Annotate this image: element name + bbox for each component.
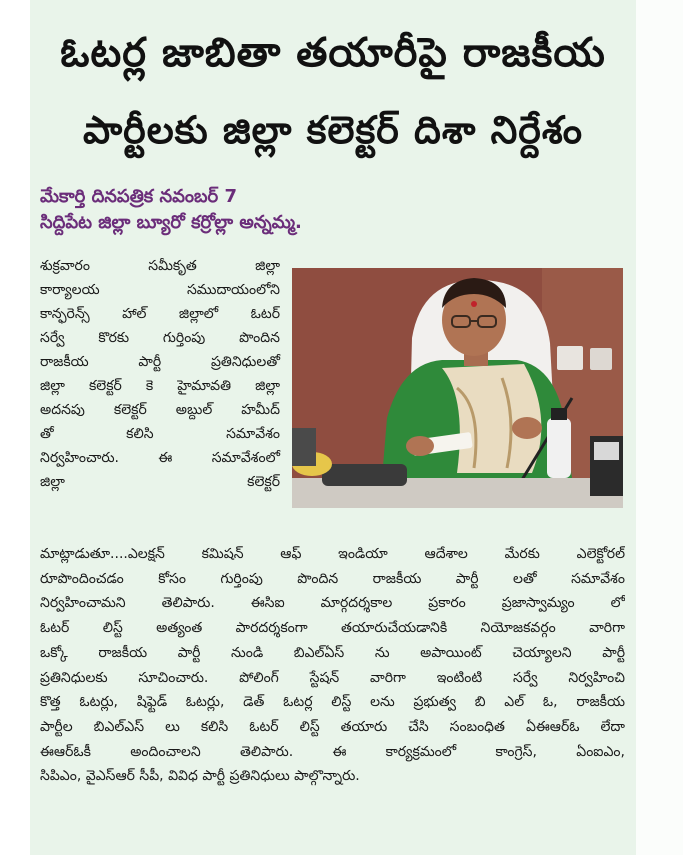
collector-meeting-photo (292, 268, 623, 508)
article-line: సర్వే కొరకు గుర్తింపు పొందిన (40, 330, 280, 346)
article-line: మాట్లాడుతూ....ఎలక్షన్ కమిషన్ ఆఫ్ ఇండియా ఆదేశాల మేరకు ఎలెక్టోరల్ (40, 546, 625, 562)
article-line: ఒక్కో రాజకీయ పార్టీ నుండి బిఎల్ఏస్ ను అపాయింట్ చెయ్యాలని పార్టీ (40, 644, 625, 661)
headline-line-2: పార్టీలకు జిల్లా కలెక్టర్ దిశా నిర్దేశం (83, 108, 583, 152)
article-line: నిర్వహించారు. ఈ సమావేశంలో (40, 450, 280, 466)
article-line: నిర్వహించామని తెలిపారు. ఈసిఐ మార్గదర్శకాల ప్రకారం ప్రజాస్వామ్యం లో (40, 595, 625, 612)
article-body-left-column (40, 254, 280, 494)
byline-date: మేకార్తి దినపత్రిక నవంబర్ 7 (40, 186, 237, 207)
article-line: కాన్ఫరెన్స్ హాల్ జిల్లాలో ఓటర్ (40, 306, 280, 322)
headline-line-1: ఓటర్ల జాబితా తయారీపై రాజకీయ (60, 30, 606, 76)
page-margin (636, 0, 683, 855)
article-line: శుక్రవారం సమీకృత జిల్లా (40, 258, 280, 274)
byline-reporter: సిద్దిపేట జిల్లా బ్యూరో కర్రోల్లా అన్నమ్మ. (40, 212, 302, 233)
article-line: రూపొందించడం కోసం గుర్తింపు పొందిన రాజకీయ పార్టీ లతో సమావేశం (40, 570, 625, 587)
article-line: రాజకీయ పార్టీ ప్రతినిధులతో (40, 354, 280, 370)
article-line: పార్టీల బిఎల్ఎస్ లు కలిసి ఓటర్ లిస్ట్ తయారు చేసి సంబంధిత ఏఈఆర్ఓ లేదా (40, 718, 625, 735)
article-line: ఈఆర్ఓకీ అందించాలని తెలిపారు. ఈ కార్యక్రమంలో కాంగ్రెస్, ఏంఐఎం, (40, 743, 625, 760)
article-line: సిపిఎం, వైఎస్ఆర్ సీపీ, వివిధ పార్టీ ప్రతినిధులు పాల్గొన్నారు. (40, 768, 360, 785)
article-body-full-width (40, 542, 625, 789)
article-line: అదనపు కలెక్టర్ అబ్దుల్ హమీద్ (40, 402, 280, 418)
article-line: కొత్త ఓటర్లు, షిఫ్టెడ్ ఓటర్లు, డెత్ ఓటర్ల లిస్ట్ లను ప్రభుత్వ బి ఎల్ ఓ, రాజకీయ (40, 694, 625, 711)
article-line: జిల్లా కలెక్టర్ కె హైమావతి జిల్లా (40, 378, 280, 394)
article-line: ఓటర్ లిస్ట్ అత్యంత పారదర్శకంగా తయారుచేయడానికి నియోజకవర్గం వారిగా (40, 620, 625, 637)
article-line: ప్రతినిధులకు సూచించారు. పోలింగ్ స్టేషన్ వారిగా ఇంటింటి సర్వే నిర్వహించి (40, 669, 625, 686)
article-line: కార్యాలయ సముదాయంలోని (40, 282, 280, 298)
article-line: తో కలిసి సమావేశం (40, 426, 280, 442)
article-line: జిల్లా కలెక్టర్ (40, 474, 280, 490)
